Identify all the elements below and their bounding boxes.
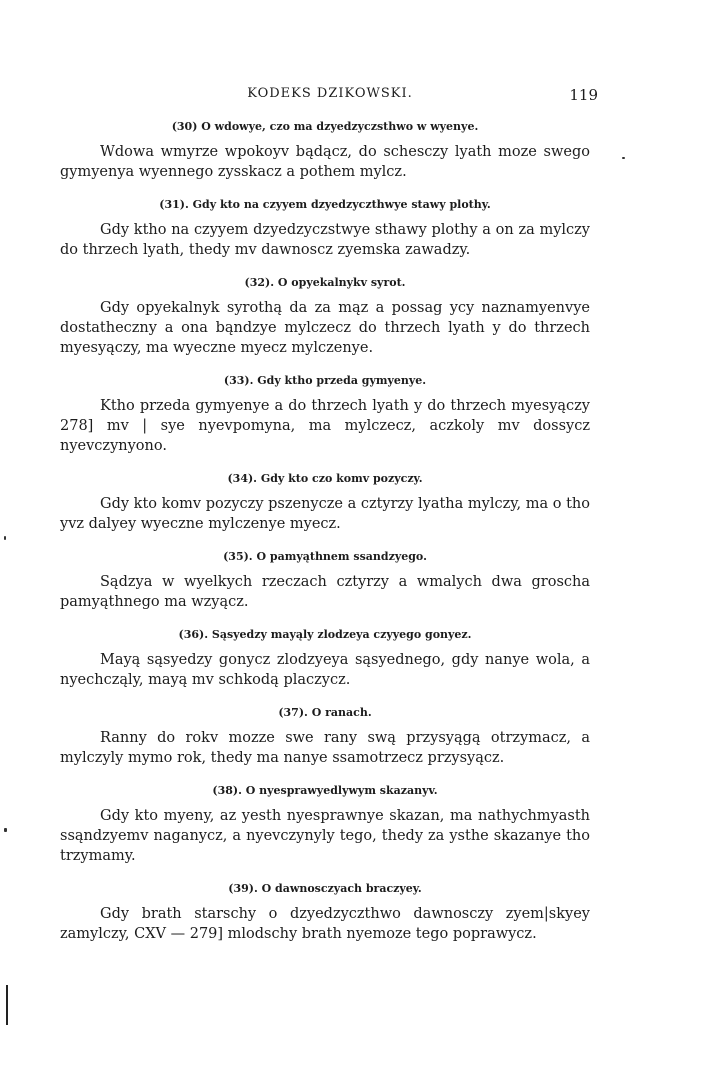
scan-speck [622,157,625,159]
section-title: (35). O pamyąthnem ssandzyego. [223,550,427,563]
section-body: Gdy kto myeny, az yesth nyesprawnye skazan, ma nathychmyasth ssąndzyemv naganycz, a nyevczynyly tego, thedy za ysthe skazanye tho trzymamy. [60,808,590,864]
section-body: Gdy ktho na czyyem dzyedzyczstwye sthawy plothy a on za mylczy do thrzech lyath, thedy mv dawnoscz zyemska zawadzy. [60,222,590,258]
section-34 [60,472,590,534]
section-body: Wdowa wmyrze wpokoyv bądącz, do schesczy lyath moze swego gymyenya wyennego zysskacz a pothem mylcz. [60,144,590,180]
section-body: Gdy opyekalnyk syrothą da za mąz a possag ycy naznamyenvye dostatheczny a ona bąndzye mylczecz do thrzech lyath y do thrzech myesyączy, ma wyeczne myecz mylczenye. [60,300,590,356]
running-head: KODEKS DZIKOWSKI. [247,86,413,101]
section-33 [60,374,590,456]
section-39 [60,882,590,944]
scan-edge-mark [6,985,8,1025]
section-title: (34). Gdy kto czo komv pozyczy. [227,472,423,485]
page-content [60,120,590,960]
section-35 [60,550,590,612]
section-title: (39). O dawnosczyach braczyey. [228,882,422,895]
section-title: (32). O opyekalnykv syrot. [244,276,406,289]
section-31 [60,198,590,260]
section-title: (33). Gdy ktho przeda gymyenye. [223,374,427,387]
section-36 [60,628,590,690]
section-body: Sądzya w wyelkych rzeczach cztyrzy a wmalych dwa groscha pamyąthnego ma wzyącz. [60,574,590,610]
section-body: Ktho przeda gymyenye a do thrzech lyath y do thrzech myesyączy 278] mv | sye nyevpomyna, ma mylczecz, aczkoly mv dossycz nyevczynyono. [60,398,590,454]
section-body: Ranny do rokv mozze swe rany swą przysyągą otrzymacz, a mylczyly mymo rok, thedy ma nanye ssamotrzecz przysyącz. [60,730,590,766]
scan-speck [4,828,7,832]
scan-speck [4,536,6,540]
section-30 [60,120,590,182]
section-title: (36). Sąsyedzy mayąly zlodzeya czyyego gonyez. [178,628,472,641]
section-body: Mayą sąsyedzy gonycz zlodzyeya sąsyednego, gdy nanye wola, a nyechcząly, mayą mv schkodą placzycz. [60,652,590,688]
section-title: (31). Gdy kto na czyyem dzyedzyczthwye stawy plothy. [159,198,491,211]
section-37 [60,706,590,768]
section-body: Gdy brath starschy o dzyedzyczthwo dawnosczy zyem|skyey zamylczy, CXV — 279] mlodschy brath nyemoze tego poprawycz. [60,906,590,942]
section-title: (30) O wdowye, czo ma dzyedzyczsthwo w wyenye. [171,120,479,133]
section-title: (38). O nyesprawyedlywym skazanyv. [212,784,438,797]
page-number: 119 [569,86,598,104]
section-38 [60,784,590,866]
page-header [60,86,600,108]
section-32 [60,276,590,358]
section-body: Gdy kto komv pozyczy pszenycze a cztyrzy lyatha mylczy, ma o tho yvz dalyey wyeczne mylczenye myecz. [60,496,590,532]
section-title: (37). O ranach. [278,706,372,719]
